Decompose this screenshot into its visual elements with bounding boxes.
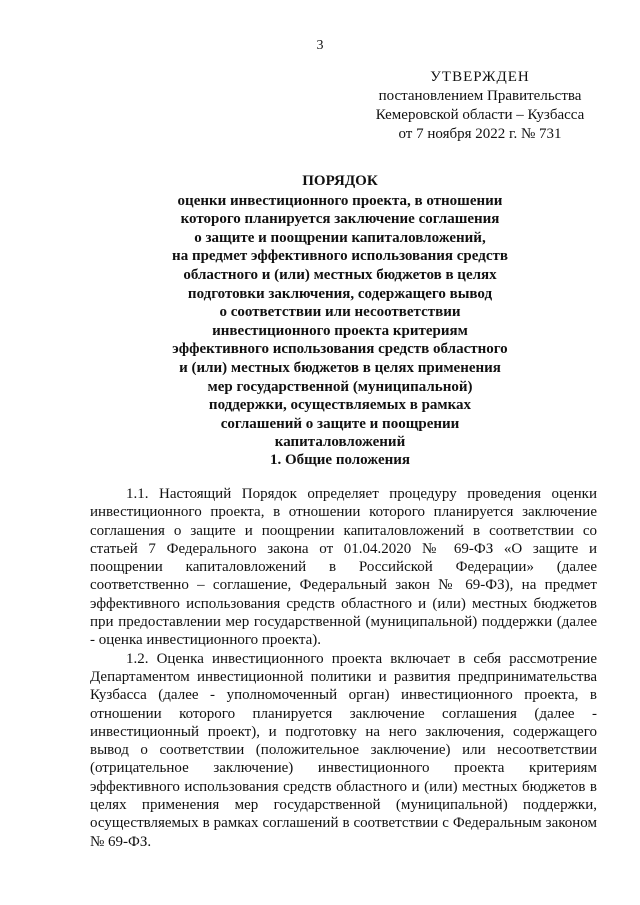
approval-line-region: Кемеровской области – Кузбасса — [375, 107, 585, 123]
document-body — [90, 485, 597, 851]
paragraph-1-2: 1.2. Оценка инвестиционного проекта включает в себя рассмотрение Департаментом инвестиционной политики и развития предпринимательства Кузбасса (далее - уполномоченный орган) инвестиционного проекта, в отношении которого планируется заключение соглашения (далее - инвестиционный проект), и подготовку на него заключения, содержащего вывод о соответствии (положительное заключение) или несоответствии (отрицательное заключение) инвестиционного проекта критериям эффективного использования средств областного и (или) местных бюджетов в целях применения мер государственной (муниципальной) поддержки, осуществляемых в рамках соглашений в соответствии с Федеральным законом № 69-ФЗ. — [90, 650, 597, 850]
paragraph-1-1: 1.1. Настоящий Порядок определяет процедуру проведения оценки инвестиционного проекта, в отношении которого планируется заключение соглашения о защите и поощрении капиталовложений в соответствии со статьей 7 Федерального закона от 01.04.2020 № 69-ФЗ «О защите и поощрении капиталовложений в Российской Федерации» (далее соответственно – соглашение, Федеральный закон № 69-ФЗ), на предмет эффективного использования средств областного и (или) местных бюджетов при предоставлении мер государственной (муниципальной) поддержки (далее - оценка инвестиционного проекта). — [90, 486, 597, 649]
approval-title: УТВЕРЖДЕН — [430, 69, 530, 85]
approval-stamp — [360, 68, 600, 144]
document-title — [150, 172, 530, 452]
approval-line-decree: постановлением Правительства — [378, 88, 582, 104]
title-subtitle: оценки инвестиционного проекта, в отношении которого планируется заключение соглашения о защите и поощрении капиталовложений, на предмет эффективного использования средств областного и (или) местных бюджетов в целях подготовки заключения, содержащего вывод о соответствии или несоответствии инвестиционного проекта критериям эффективного использования средств областного и (или) местных бюджетов в целях применения мер государственной (муниципальной) поддержки, осуществляемых в рамках соглашений о защите и поощрении капиталовложений — [172, 192, 508, 451]
page-number: 3 — [316, 38, 324, 53]
title-main: ПОРЯДОК — [302, 173, 378, 189]
approval-line-date: от 7 ноября 2022 г. № 731 — [398, 126, 562, 142]
section-heading: 1. Общие положения — [269, 452, 411, 468]
